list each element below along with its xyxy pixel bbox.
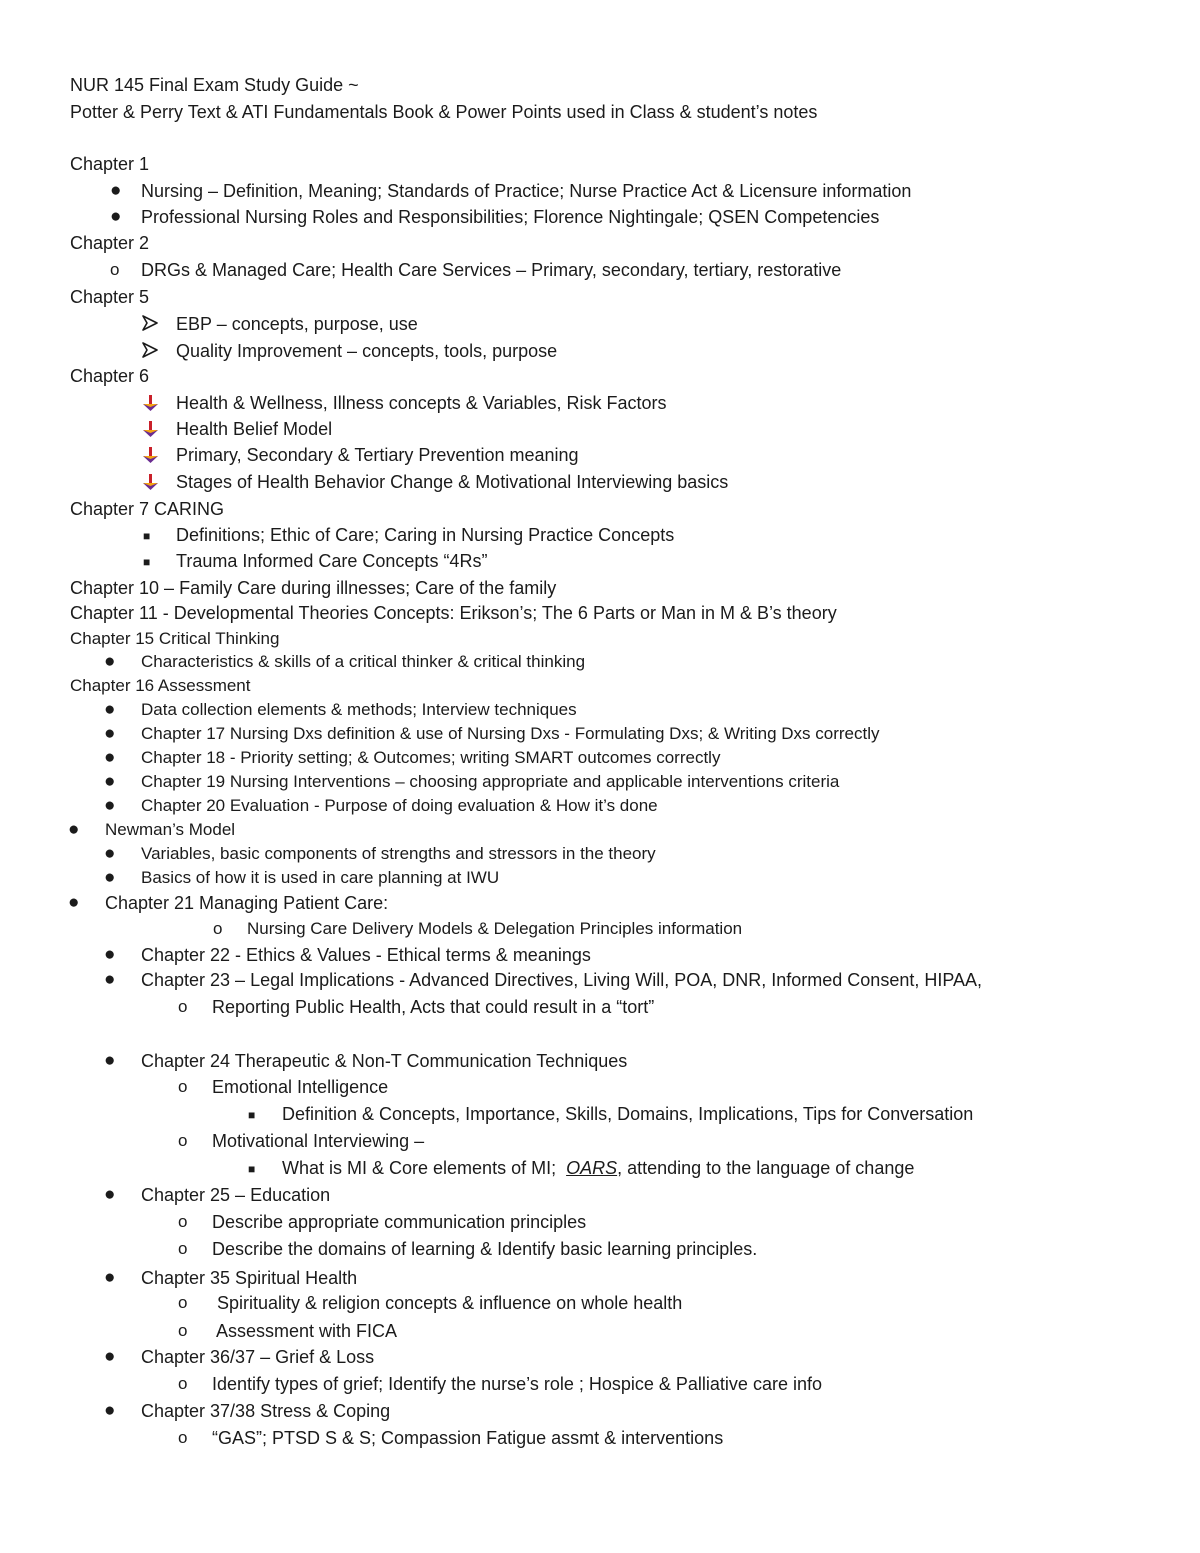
down-arrow-bullet-icon [141,471,159,491]
chapter-16-heading: Chapter 16 Assessment [70,676,251,695]
arrowhead-bullet-icon [142,340,158,358]
circle-bullet-icon: o [178,1321,188,1340]
document-title: NUR 145 Final Exam Study Guide ~ [70,75,359,95]
circle-bullet-icon: o [178,1293,188,1312]
bullet-icon: ● [104,843,116,864]
arrowhead-bullet-icon [142,313,158,331]
bullet-icon: ● [68,819,80,840]
circle-bullet-icon: o [178,1077,188,1096]
bullet-icon: ● [104,867,116,888]
bullet-icon: ● [104,795,116,816]
chapter-6-heading: Chapter 6 [70,366,150,386]
bullet-icon: ● [104,1050,116,1071]
chapter-23-heading: Chapter 23 – Legal Implications - Advanced Directives, Living Will, POA, DNR, Informed Consent, HIPAA, [141,970,983,990]
study-guide-page: NUR 145 Final Exam Study Guide ~ Potter & Perry Text & ATI Fundamentals Book & Power Points used in Class & student’s notes Chapter 1 ● Nursing – Definition, Meaning; Standards of Practice; Nurse Practice Act & Licensure information ● Professional Nursing Roles and Responsibilities; Florence Nightingale; QSEN Competencies Chapter 2 o DRGs & Managed Care; Health Care Services – Primary, secondary, tertiary, restorative Chapter 5 EBP – concepts, purpose, use Quality Improvement – concepts, tools, purpose Chapter 6 Health & Wellness, Illness concepts & Variables, Risk Factors Health Belief Model Primary, Secondary & Tertiary Prevention meaning Stages of Health Behavior Change & Motivational Interviewing basics Chapter 7 CARING ■ Definitions; Ethic of Care; Caring in Nursing Practice Concepts ■ Trauma Informed Care Concepts “4Rs” Chapter 10 – Family Care during illnesses; Care of the family Chapter 11 - Developmental Theories Concepts: Erikson’s; The 6 Parts or Man in M & B’s theory Chapter 15 Critical Thinking ● Characteristics & skills of a critical thinker & critical thinking Chapter 16 Assessment ● Data collection elements & methods; Interview techniques ● Chapter 17 Nursing Dxs definition & use of Nursing Dxs - Formulating Dxs; & Writing Dxs correctly ● Chapter 18 - Priority setting; & Outcomes; writing SMART outcomes correctly ● Chapter 19 Nursing Interventions – choosing appropriate and applicable interventions criteria ● Chapter 20 Evaluation - Purpose of doing evaluation & How it’s done ● Newman’s Model ● Variables, basic components of strengths and stressors in the theory ● Basics of how it is used in care planning at IWU ● Chapter 21 Managing Patient Care: o Nursing Care Delivery Models & Delegation Principles information ● Chapter 22 - Ethics & Values - Ethical terms & meanings ● Chapter 23 – Legal Implications - Advanced Directives, Living Will, POA, DNR, Informed Consent, HIPAA, o Reporting Public Health, Acts that could result in a “tort” ● Chapter 24 Therapeutic & Non-T Communication Techniques o Emotional Intelligence ■ Definition & Concepts, Importance, Skills, Domains, Implications, Tips for Conversation o Motivational Interviewing – ■ What is MI & Core elements of MI; OARS, attending to the language of change ● Chapter 25 – Education o Describe appropriate communication principles o Describe the domains of learning & Identify basic learning principles. ● Chapter 35 Spiritual Health o Spirituality & religion concepts & influence on whole health o Assessment with FICA ● Chapter 36/37 – Grief & Loss o Identify types of grief; Identify the nurse’s role ; Hospice & Palliative care info ● Chapter 37/38 Stress & Coping o “GAS”; PTSD S & S; Compassion Fatigue assmt & interventions [68,75,983,1448]
oars-link: OARS [566,1158,618,1178]
chapter-7-heading: Chapter 7 CARING [70,499,225,519]
bullet-icon: ● [68,892,80,913]
bullet-icon: ● [104,1184,116,1205]
chapter-1-heading: Chapter 1 [70,154,150,174]
chapter-15-heading: Chapter 15 Critical Thinking [70,629,280,648]
down-arrow-bullet-icon [141,418,159,438]
bullet-icon: ● [104,969,116,990]
chapter-35-heading: Chapter 35 Spiritual Health [141,1268,358,1288]
chapter-22-heading: Chapter 22 - Ethics & Values - Ethical terms & meanings [141,945,591,965]
square-bullet-icon: ■ [248,1108,256,1122]
square-bullet-icon: ■ [248,1162,256,1176]
circle-bullet-icon: o [110,260,120,279]
bullet-icon: ● [104,1400,116,1421]
bullet-icon: ● [110,180,122,201]
down-arrow-bullet-icon [141,392,159,412]
newman-heading: Newman’s Model [105,820,236,839]
circle-bullet-icon: o [178,997,188,1016]
bullet-icon: ● [104,747,116,768]
chapter-2-heading: Chapter 2 [70,233,150,253]
chapter-21-heading: Chapter 21 Managing Patient Care: [105,893,389,913]
chapter-36-37-heading: Chapter 36/37 – Grief & Loss [141,1347,375,1367]
chapter-37-38-heading: Chapter 37/38 Stress & Coping [141,1401,391,1421]
chapter-24-heading: Chapter 24 Therapeutic & Non-T Communication Techniques [141,1051,628,1071]
square-bullet-icon: ■ [143,555,151,569]
bullet-icon: ● [104,1267,116,1288]
bullet-icon: ● [104,771,116,792]
bullet-icon: ● [104,944,116,965]
chapter-10-heading: Chapter 10 – Family Care during illnesses; Care of the family [70,578,557,598]
circle-bullet-icon: o [178,1131,188,1150]
chapter-5-heading: Chapter 5 [70,287,150,307]
circle-bullet-icon: o [178,1428,188,1447]
circle-bullet-icon: o [178,1374,188,1393]
square-bullet-icon: ■ [143,529,151,543]
circle-bullet-icon: o [213,919,223,938]
bullet-icon: ● [104,1346,116,1367]
bullet-icon: ● [104,699,116,720]
circle-bullet-icon: o [178,1239,188,1258]
bullet-icon: ● [110,206,122,227]
chapter-11-heading: Chapter 11 - Developmental Theories Concepts: Erikson’s; The 6 Parts or Man in M & B’s theory [70,603,837,623]
bullet-icon: ● [104,651,116,672]
document-subtitle: Potter & Perry Text & ATI Fundamentals Book & Power Points used in Class & student’s notes [70,102,818,122]
circle-bullet-icon: o [178,1212,188,1231]
bullet-icon: ● [104,723,116,744]
down-arrow-bullet-icon [141,444,159,464]
chapter-25-heading: Chapter 25 – Education [141,1185,331,1205]
